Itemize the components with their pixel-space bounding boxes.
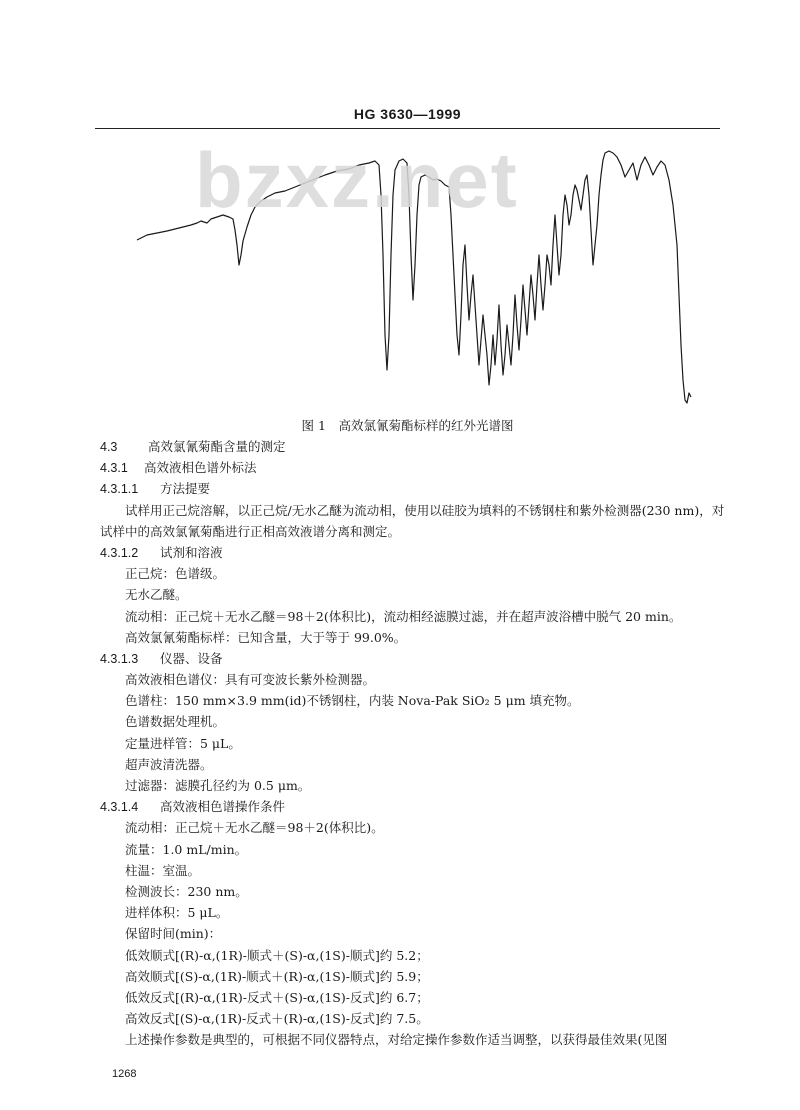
section-number: 4.3.1.1 [100, 482, 139, 497]
reagent-line: 正己烷：色谱级。 [125, 566, 226, 582]
section-number: 4.3 [100, 440, 118, 454]
section-title: 高效液相色谱操作条件 [160, 799, 286, 815]
section-number: 4.3.1.3 [100, 651, 139, 666]
condition-line: 柱温：室温。 [125, 862, 201, 878]
instrument-line: 色谱柱：150 mm×3.9 mm(id)不锈钢柱，内装 Nova-Pak SiO₂ 5 μm 填充物。 [125, 693, 580, 709]
section-heading [100, 436, 725, 457]
document-body [100, 436, 725, 1050]
header-rule [95, 128, 720, 129]
retention-time-line: 低效反式[(R)-α,(1R)-反式＋(S)-α,(1S)-反式]约 6.7； [125, 989, 429, 1005]
section-heading [100, 457, 725, 478]
section-heading [100, 542, 725, 563]
retention-time-line: 低效顺式[(R)-α,(1R)-顺式＋(S)-α,(1S)-顺式]约 5.2； [125, 947, 429, 963]
section-heading [100, 648, 725, 669]
condition-line: 进样体积：5 μL。 [125, 905, 229, 921]
instrument-line: 高效液相色谱仪：具有可变波长紫外检测器。 [125, 672, 376, 688]
section-heading [100, 478, 725, 499]
section-number: 4.3.1.4 [100, 800, 139, 815]
reagent-line: 无水乙醚。 [125, 587, 188, 603]
reagent-line: 高效氯氰菊酯标样：已知含量，大于等于 99.0%。 [125, 629, 407, 645]
section-title: 高效氯氰菊酯含量的测定 [148, 439, 286, 454]
standard-code-header: HG 3630—1999 [353, 106, 462, 122]
watermark: bzxz.net [195, 136, 519, 224]
instrument-line: 色谱数据处理机。 [125, 714, 226, 730]
section-number: 4.3.1.2 [100, 545, 139, 560]
figure-caption: 图 1 高效氯氰菊酯标样的红外光谱图 [301, 418, 514, 433]
retention-time-line: 高效顺式[(S)-α,(1R)-顺式＋(R)-α,(1S)-顺式]约 5.9； [125, 968, 429, 984]
instrument-line: 定量进样管：5 μL。 [125, 735, 241, 751]
condition-note-line: 上述操作参数是典型的，可根据不同仪器特点，对给定操作参数作适当调整，以获得最佳效果(见图 [125, 1032, 668, 1048]
section-title: 仪器、设备 [160, 650, 223, 666]
retention-time-line: 高效反式[(S)-α,(1R)-反式＋(R)-α,(1S)-反式]约 7.5。 [125, 1011, 429, 1027]
condition-line: 保留时间(min)： [125, 926, 222, 942]
instrument-line: 超声波清洗器。 [125, 756, 213, 772]
page-number: 1268 [112, 1068, 137, 1080]
condition-line: 检测波长：230 nm。 [125, 883, 248, 899]
reagent-line: 流动相：正己烷＋无水乙醚＝98＋2(体积比)，流动相经滤膜过滤，并在超声波浴槽中脱气 20 min。 [125, 608, 682, 624]
section-number: 4.3.1 [100, 461, 128, 476]
condition-line: 流量：1.0 mL/min。 [125, 841, 248, 857]
instrument-line: 过滤器：滤膜孔径约为 0.5 μm。 [125, 778, 311, 794]
section-title: 试剂和溶液 [160, 544, 223, 560]
condition-line: 流动相：正己烷＋无水乙醚＝98＋2(体积比)。 [125, 820, 384, 836]
section-heading [100, 796, 725, 817]
method-summary-paragraph: 试样用正己烷溶解，以正己烷/无水乙醚为流动相，使用以硅胶为填料的不锈钢柱和紫外检测器(230 nm)，对试样中的高效氯氰菊酯进行正相高效液谱分离和测定。 [100, 502, 725, 539]
section-title: 高效液相色谱外标法 [144, 460, 257, 476]
section-title: 方法提要 [160, 481, 211, 497]
